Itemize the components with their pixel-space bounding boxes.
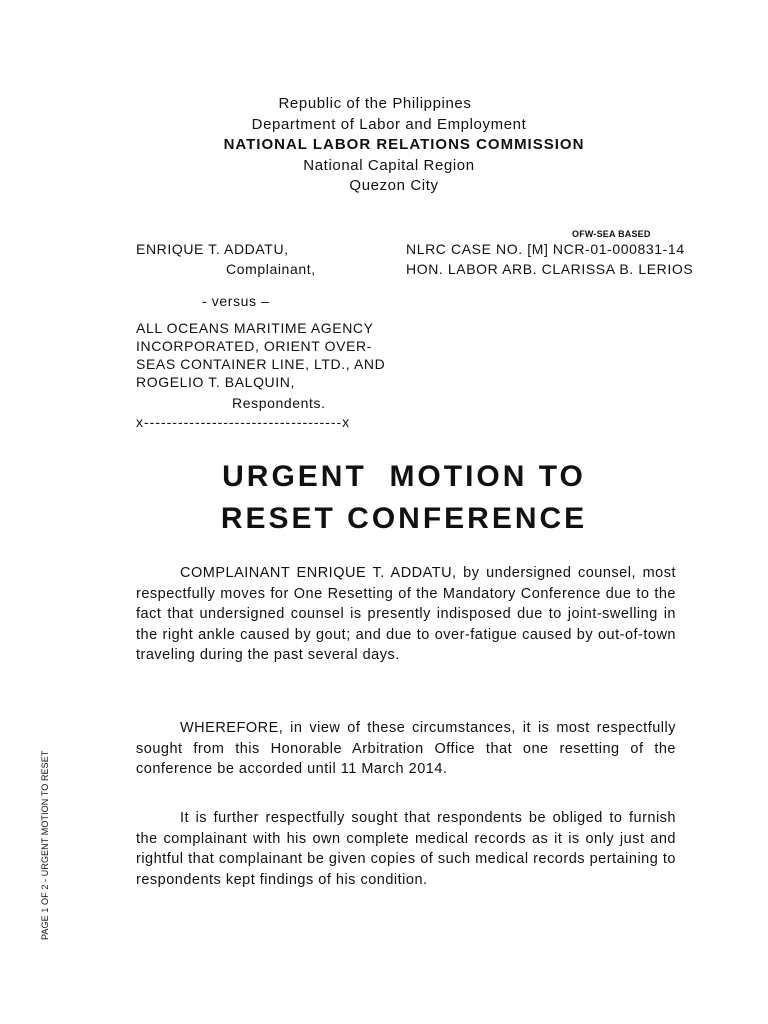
header-republic: Republic of the Philippines bbox=[278, 95, 472, 112]
header-region: National Capital Region bbox=[303, 156, 475, 174]
header-city: Quezon City bbox=[349, 177, 439, 194]
paragraph-medical-records: It is further respectfully sought that respondents be obliged to furnish the complainant with his own complete medical records as it is only just and rightful that complainant be given copies of such medical records pertaining to respondents kept findings of his condition. bbox=[136, 810, 676, 888]
respondent-line-2: INCORPORATED, ORIENT OVER- bbox=[136, 338, 372, 354]
header-department: Department of Labor and Employment bbox=[251, 115, 527, 133]
versus-label: - versus – bbox=[202, 293, 270, 309]
motion-title bbox=[20, 456, 768, 540]
header-commission: NATIONAL LABOR RELATIONS COMMISSION bbox=[223, 136, 585, 153]
complainant-name: ENRIQUE T. ADDATU, bbox=[136, 241, 289, 257]
respondent-line-4: ROGELIO T. BALQUIN, bbox=[136, 374, 295, 390]
page-footer-label: PAGE 1 OF 2 - URGENT MOTION TO RESET bbox=[40, 750, 50, 940]
labor-arbiter: HON. LABOR ARB. CLARISSA B. LERIOS bbox=[406, 261, 694, 277]
caption-separator: x-----------------------------------x bbox=[136, 414, 351, 430]
respondent-role: Respondents. bbox=[232, 395, 326, 411]
paragraph-motion: COMPLAINANT ENRIQUE T. ADDATU, by undersigned counsel, most respectfully moves for One Resetting of the Mandatory Conference due to the fact that undersigned counsel is presently indisposed due to joint-swelling in the right ankle caused by gout; and due to over-fatigue caused by out-of-town traveling during the past several days. bbox=[136, 565, 676, 663]
paragraph-wherefore: WHEREFORE, in view of these circumstances, it is most respectfully sought from this Honorable Arbitration Office that one resetting of the conference be accorded until 11 March 2014. bbox=[136, 720, 676, 777]
title-line-2: RESET CONFERENCE bbox=[220, 502, 588, 535]
complainant-role: Complainant, bbox=[226, 261, 316, 277]
title-line-1: URGENT MOTION TO bbox=[222, 460, 586, 493]
case-type-tag: OFW-SEA BASED bbox=[572, 229, 651, 239]
court-header bbox=[0, 94, 768, 197]
respondent-line-1: ALL OCEANS MARITIME AGENCY bbox=[136, 320, 374, 336]
case-number: NLRC CASE NO. [M] NCR-01-000831-14 bbox=[406, 241, 685, 257]
respondent-line-3: SEAS CONTAINER LINE, LTD., AND bbox=[136, 356, 386, 372]
